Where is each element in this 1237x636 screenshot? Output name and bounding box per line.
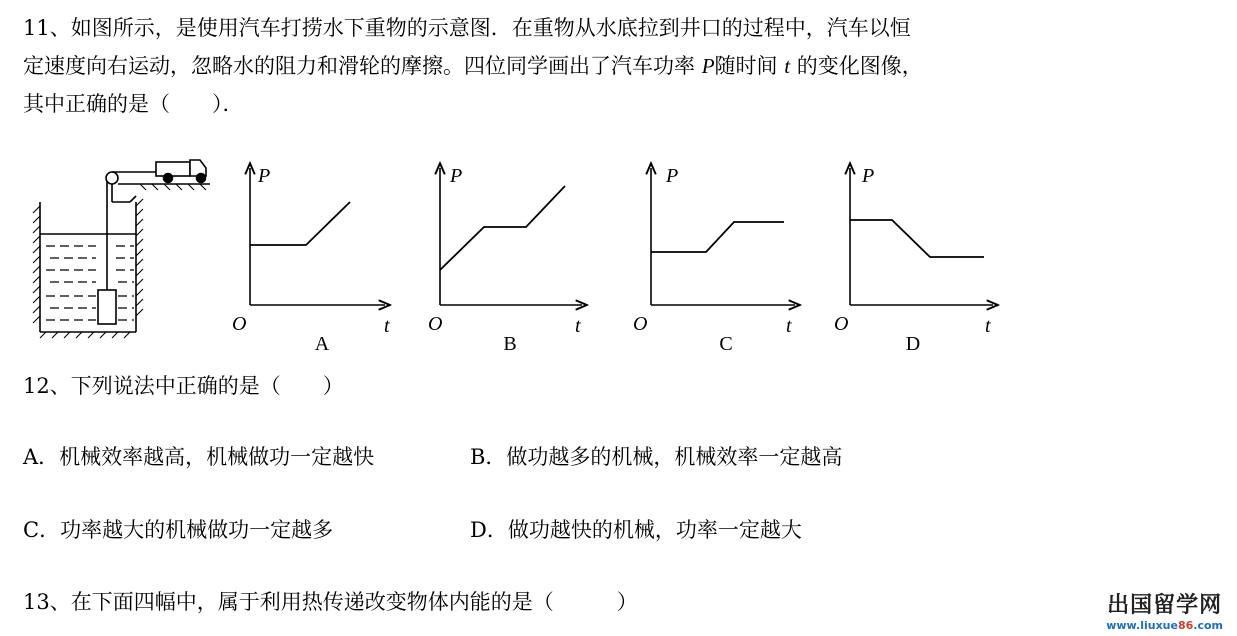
- graph-a-label: A: [314, 333, 330, 355]
- q12-option-a: A．机械效率越高，机械做功一定越快: [23, 445, 375, 469]
- watermark: [1106, 588, 1223, 632]
- graph-c-xlabel: t: [786, 315, 792, 337]
- graph-d-origin: O: [834, 313, 849, 335]
- graph-d-ylabel: P: [862, 165, 875, 187]
- q12-stem: 12、下列说法中正确的是（ ）: [23, 374, 344, 398]
- heavy-object: [98, 290, 116, 324]
- graph-b-ylabel: P: [450, 165, 463, 187]
- watermark-url-pre: www.liuxue: [1106, 619, 1178, 632]
- graph-a-xlabel: t: [384, 315, 390, 337]
- right-wall-hatch: [136, 199, 143, 316]
- graph-c-label: C: [719, 333, 733, 355]
- graph-d-xlabel: t: [985, 315, 991, 337]
- watermark-url: [1106, 619, 1223, 632]
- q11-var-p: P: [701, 54, 715, 78]
- graph-b: [440, 168, 582, 305]
- graph-c-ylabel: P: [666, 165, 679, 187]
- graph-a: [250, 168, 385, 305]
- q11-line2-post: 的变化图像，: [790, 54, 923, 78]
- q11-line2-mid: 随时间: [714, 54, 785, 78]
- graph-d-curve: [850, 220, 984, 257]
- graph-c: [651, 168, 795, 305]
- q11-var-t: t: [784, 54, 791, 78]
- graph-c-origin: O: [633, 313, 648, 335]
- q11-line2-pre: 定速度向右运动，忽略水的阻力和滑轮的摩擦。四位同学画出了汽车功率: [23, 54, 702, 78]
- graph-a-curve: [250, 202, 350, 245]
- graph-b-curve: [440, 186, 565, 270]
- truck: [156, 160, 206, 183]
- graph-a-origin: O: [232, 313, 247, 335]
- watermark-title: 出国留学网: [1107, 593, 1223, 618]
- pulley: [106, 172, 118, 184]
- graph-c-curve: [651, 222, 784, 252]
- graph-d: [850, 168, 993, 305]
- graph-b-label: B: [503, 333, 517, 355]
- graph-d-label: D: [905, 333, 921, 355]
- q12-option-b: B．做功越多的机械，机械效率一定越高: [470, 445, 843, 469]
- watermark-url-post: .com: [1193, 619, 1223, 632]
- q11-line3: 其中正确的是（ ）．: [23, 92, 244, 116]
- watermark-url-num: 86: [1177, 619, 1194, 632]
- water-dashes: [46, 246, 134, 320]
- q11-line1: 11、如图所示，是使用汽车打捞水下重物的示意图．在重物从水底拉到井口的过程中，汽车以恒: [23, 16, 911, 40]
- q12-option-d: D．做功越快的机械，功率一定越大: [470, 518, 802, 542]
- graph-a-ylabel: P: [258, 165, 271, 187]
- graph-b-origin: O: [428, 313, 443, 335]
- well-diagram: [33, 160, 210, 338]
- ground-hatch: [140, 184, 206, 190]
- graph-b-xlabel: t: [575, 315, 581, 337]
- q13-stem: 13、在下面四幅中，属于利用热传递改变物体内能的是（ ）: [23, 590, 638, 614]
- bottom-hatch: [40, 332, 130, 338]
- left-wall-hatch: [33, 206, 40, 323]
- q12-option-c: C．功率越大的机械做功一定越多: [23, 518, 334, 542]
